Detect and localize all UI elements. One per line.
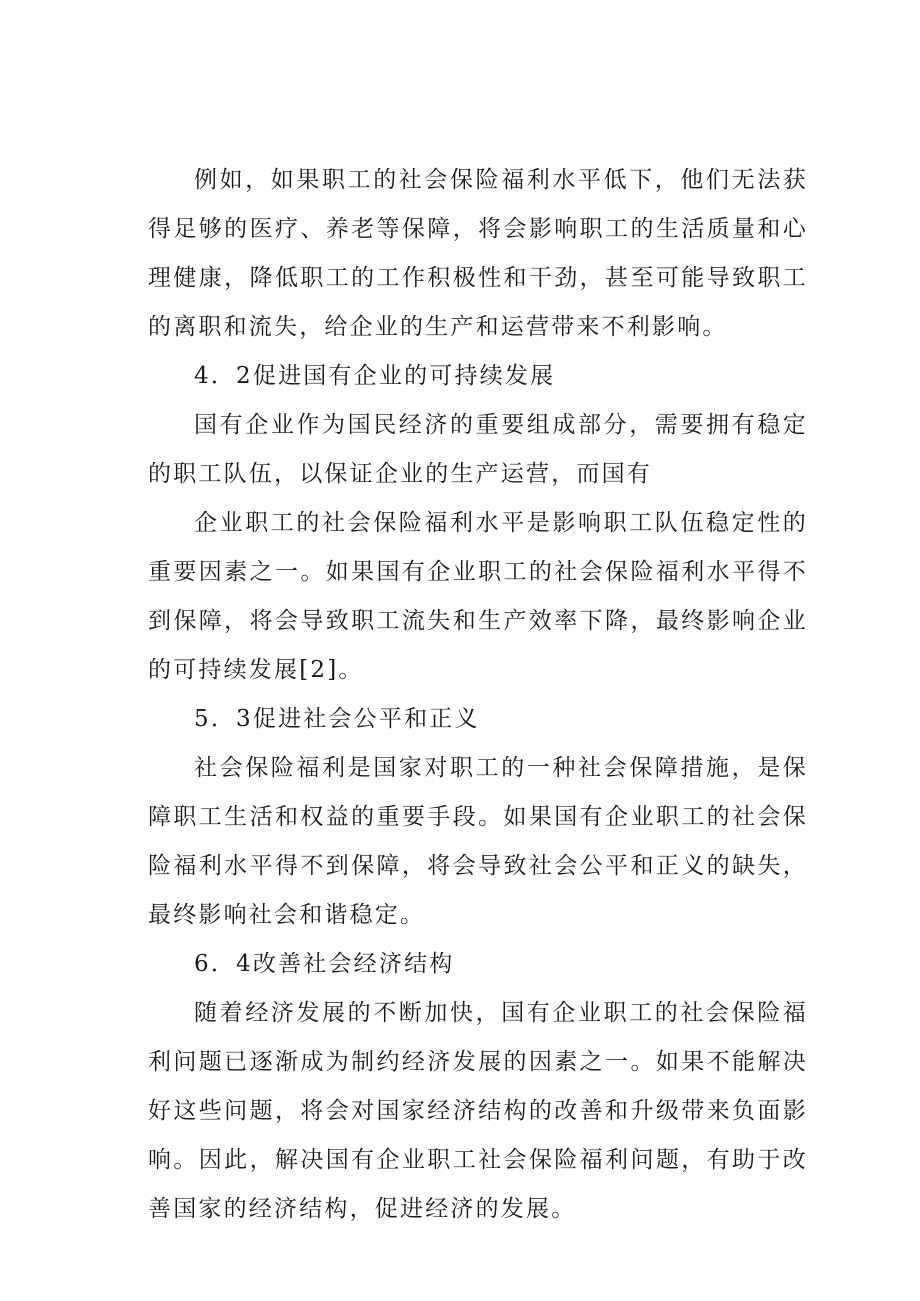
section-heading-4-2: 4．2促进国有企业的可持续发展 <box>194 363 556 389</box>
document-body <box>148 156 808 1234</box>
section-heading-6-4: 6．4改善社会经济结构 <box>194 951 455 977</box>
paragraph-state-enterprise: 国有企业作为国民经济的重要组成部分，需要拥有稳定的职工队伍，以保证企业的生产运营，而国有 <box>148 412 808 487</box>
paragraph-example: 例如，如果职工的社会保险福利水平低下，他们无法获得足够的医疗、养老等保障，将会影响职工的生活质量和心理健康，降低职工的工作积极性和干劲，甚至可能导致职工的离职和流失，给企业的生产和运营带来不利影响。 <box>148 167 808 340</box>
paragraph-economic-structure: 随着经济发展的不断加快，国有企业职工的社会保险福利问题已逐渐成为制约经济发展的因素之一。如果不能解决好这些问题，将会对国家经济结构的改善和升级带来负面影响。因此，解决国有企业职工社会保险福利问题，有助于改善国家的经济结构，促进经济的发展。 <box>148 1000 808 1222</box>
paragraph-stability: 企业职工的社会保险福利水平是影响职工队伍稳定性的重要因素之一。如果国有企业职工的社会保险福利水平得不到保障，将会导致职工流失和生产效率下降，最终影响企业的可持续发展[2]。 <box>148 510 808 683</box>
section-heading-5-3: 5．3促进社会公平和正义 <box>194 706 480 732</box>
paragraph-fairness: 社会保险福利是国家对职工的一种社会保障措施，是保障职工生活和权益的重要手段。如果国有企业职工的社会保险福利水平得不到保障，将会导致社会公平和正义的缺失，最终影响社会和谐稳定。 <box>148 755 808 928</box>
